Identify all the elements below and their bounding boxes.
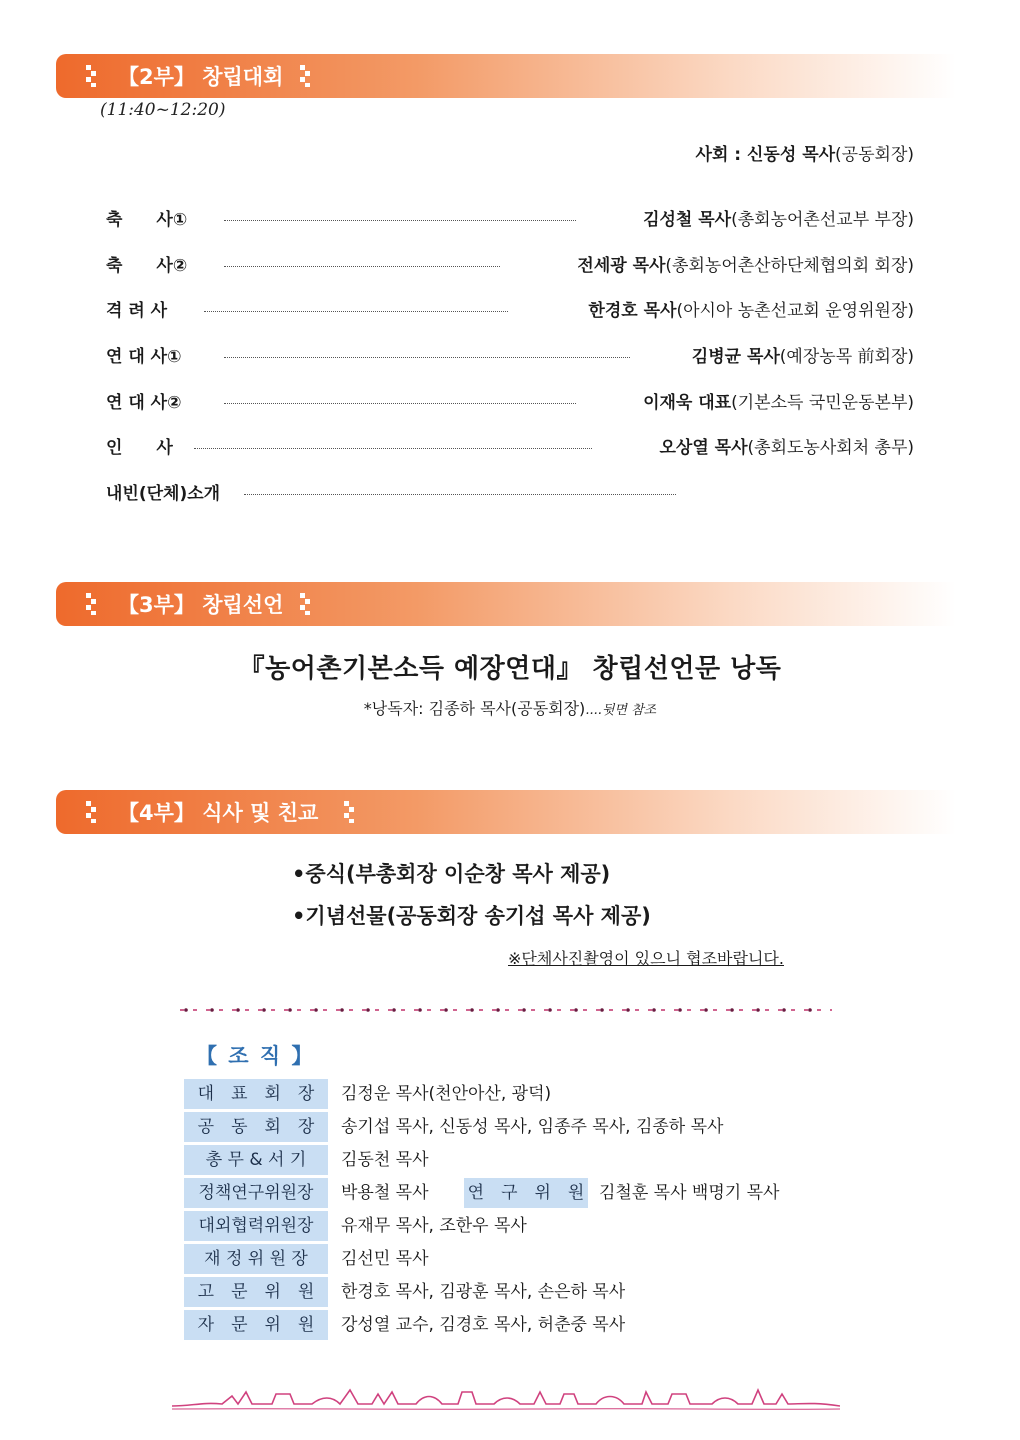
program-role: (예장농목 前회장) [779, 347, 914, 367]
dotted-divider [180, 1005, 832, 1015]
program-value [643, 205, 914, 230]
org-role-secondary: 연 구 위 원 [464, 1178, 588, 1208]
org-names: 김선민 목사 [341, 1249, 429, 1269]
part2-title: 【2부】 창립대회 [118, 65, 284, 89]
declaration-title: 『농어촌기본소득 예장연대』 창립선언문 낭독 [238, 654, 782, 684]
divider-dot [288, 1008, 292, 1012]
divider-dot [496, 1008, 500, 1012]
divider-dot [418, 1008, 422, 1012]
program-item [106, 342, 914, 368]
org-names: 한경호 목사, 김광훈 목사, 손은하 목사 [341, 1282, 626, 1302]
org-role: 대 표 회 장 [184, 1079, 328, 1109]
divider-dot [808, 1008, 812, 1012]
leader-dots [224, 266, 500, 267]
left-diamond-icon [86, 65, 100, 87]
program-name: 이재욱 대표 [643, 393, 732, 413]
program-name: 한경호 목사 [588, 301, 677, 321]
left-diamond-icon [86, 593, 100, 615]
program-value [643, 388, 914, 413]
divider-dot [470, 1008, 474, 1012]
program-item [106, 205, 914, 231]
divider-dot [756, 1008, 760, 1012]
leader-dots [194, 448, 592, 449]
program-label: 연 대 사① [106, 347, 182, 367]
leader-dots [224, 403, 576, 404]
program-value [692, 342, 914, 367]
divider-dot [548, 1008, 552, 1012]
leader-dots [204, 311, 508, 312]
org-names: 김정운 목사(천안아산, 광덕) [341, 1084, 552, 1104]
leader-dots [224, 357, 630, 358]
program-item [106, 251, 914, 277]
skyline-ornament-icon [172, 1382, 840, 1412]
divider-dot [210, 1008, 214, 1012]
part4-banner [56, 790, 956, 834]
program-item [106, 433, 914, 459]
program-value [660, 433, 915, 458]
org-names-secondary: 김철훈 목사 백명기 목사 [599, 1183, 780, 1203]
divider-dot [652, 1008, 656, 1012]
gift-item: •기념선물(공동회장 송기섭 목사 제공) [292, 904, 651, 928]
right-diamond-icon [300, 65, 314, 87]
program-name: 전세광 목사 [577, 256, 666, 276]
program-label: 연 대 사② [106, 393, 182, 413]
org-names: 김동천 목사 [341, 1150, 429, 1170]
declaration-reader [0, 696, 1020, 719]
part2-time: (11:40~12:20) [100, 100, 226, 120]
reader-note: ....뒷면 참조 [585, 703, 657, 718]
program-name: 김성철 목사 [643, 210, 732, 230]
program-name: 김병균 목사 [691, 347, 780, 367]
program-name: 오상열 목사 [659, 438, 748, 458]
program-label: 축 사② [106, 256, 188, 276]
divider-dot [626, 1008, 630, 1012]
program-label: 인 사 [106, 438, 173, 458]
leader-dots [224, 220, 576, 221]
divider-dot [678, 1008, 682, 1012]
program-value [577, 251, 914, 276]
divider-dot [314, 1008, 318, 1012]
divider-dot [236, 1008, 240, 1012]
org-names: 박용철 목사 [341, 1183, 429, 1203]
part3-banner [56, 582, 956, 626]
divider-dot [522, 1008, 526, 1012]
program-item [106, 296, 914, 322]
program-role: (아시아 농촌선교회 운영위원장) [676, 301, 914, 321]
organization-heading: 【 조 직 】 [196, 1044, 315, 1068]
divider-dot [392, 1008, 396, 1012]
program-label: 내빈(단체)소개 [106, 484, 221, 504]
org-role: 공 동 회 장 [184, 1112, 328, 1142]
org-role: 재 정 위 원 장 [184, 1244, 328, 1274]
divider-dot [782, 1008, 786, 1012]
divider-dot [704, 1008, 708, 1012]
org-names: 송기섭 목사, 신동성 목사, 임종주 목사, 김종하 목사 [341, 1117, 724, 1137]
org-names: 강성열 교수, 김경호 목사, 허춘중 목사 [341, 1315, 626, 1335]
part2-host [696, 140, 914, 165]
org-role: 대외협력위원장 [184, 1211, 328, 1241]
program-item [106, 388, 914, 414]
org-role: 고 문 위 원 [184, 1277, 328, 1307]
right-diamond-icon [300, 593, 314, 615]
divider-dot [574, 1008, 578, 1012]
program-role: (총회농어촌선교부 부장) [731, 210, 914, 230]
part2-banner [56, 54, 956, 98]
program-item [106, 479, 914, 505]
divider-dot [184, 1008, 188, 1012]
divider-dot [366, 1008, 370, 1012]
divider-dot [262, 1008, 266, 1012]
host-label: 사회 : 신동성 목사 [695, 145, 836, 165]
divider-dot [730, 1008, 734, 1012]
program-label: 축 사① [106, 210, 188, 230]
org-names: 유재무 목사, 조한우 목사 [341, 1216, 527, 1236]
meal-item: •중식(부총회장 이순창 목사 제공) [292, 862, 611, 886]
org-role: 정책연구위원장 [184, 1178, 328, 1208]
photo-notice: ※단체사진촬영이 있으니 협조바랍니다. [508, 949, 784, 968]
divider-dot [444, 1008, 448, 1012]
right-diamond-icon [344, 801, 358, 823]
program-role: (총회도농사회처 총무) [747, 438, 914, 458]
reader-text: *낭독자: 김종하 목사(공동회장) [363, 699, 586, 718]
program-role: (기본소득 국민운동본부) [731, 393, 914, 413]
program-role: (총회농어촌산하단체협의회 회장) [665, 256, 914, 276]
program-value [588, 296, 914, 321]
divider-dot [340, 1008, 344, 1012]
part3-title: 【3부】 창립선언 [118, 593, 284, 617]
divider-dot [600, 1008, 604, 1012]
program-label: 격 려 사 [106, 301, 168, 321]
org-role: 총 무 & 서 기 [184, 1145, 328, 1175]
part4-title: 【4부】 식사 및 친교 [118, 801, 319, 825]
host-role: (공동회장) [835, 145, 914, 165]
org-role: 자 문 위 원 [184, 1310, 328, 1340]
left-diamond-icon [86, 801, 100, 823]
leader-dots [244, 494, 676, 495]
